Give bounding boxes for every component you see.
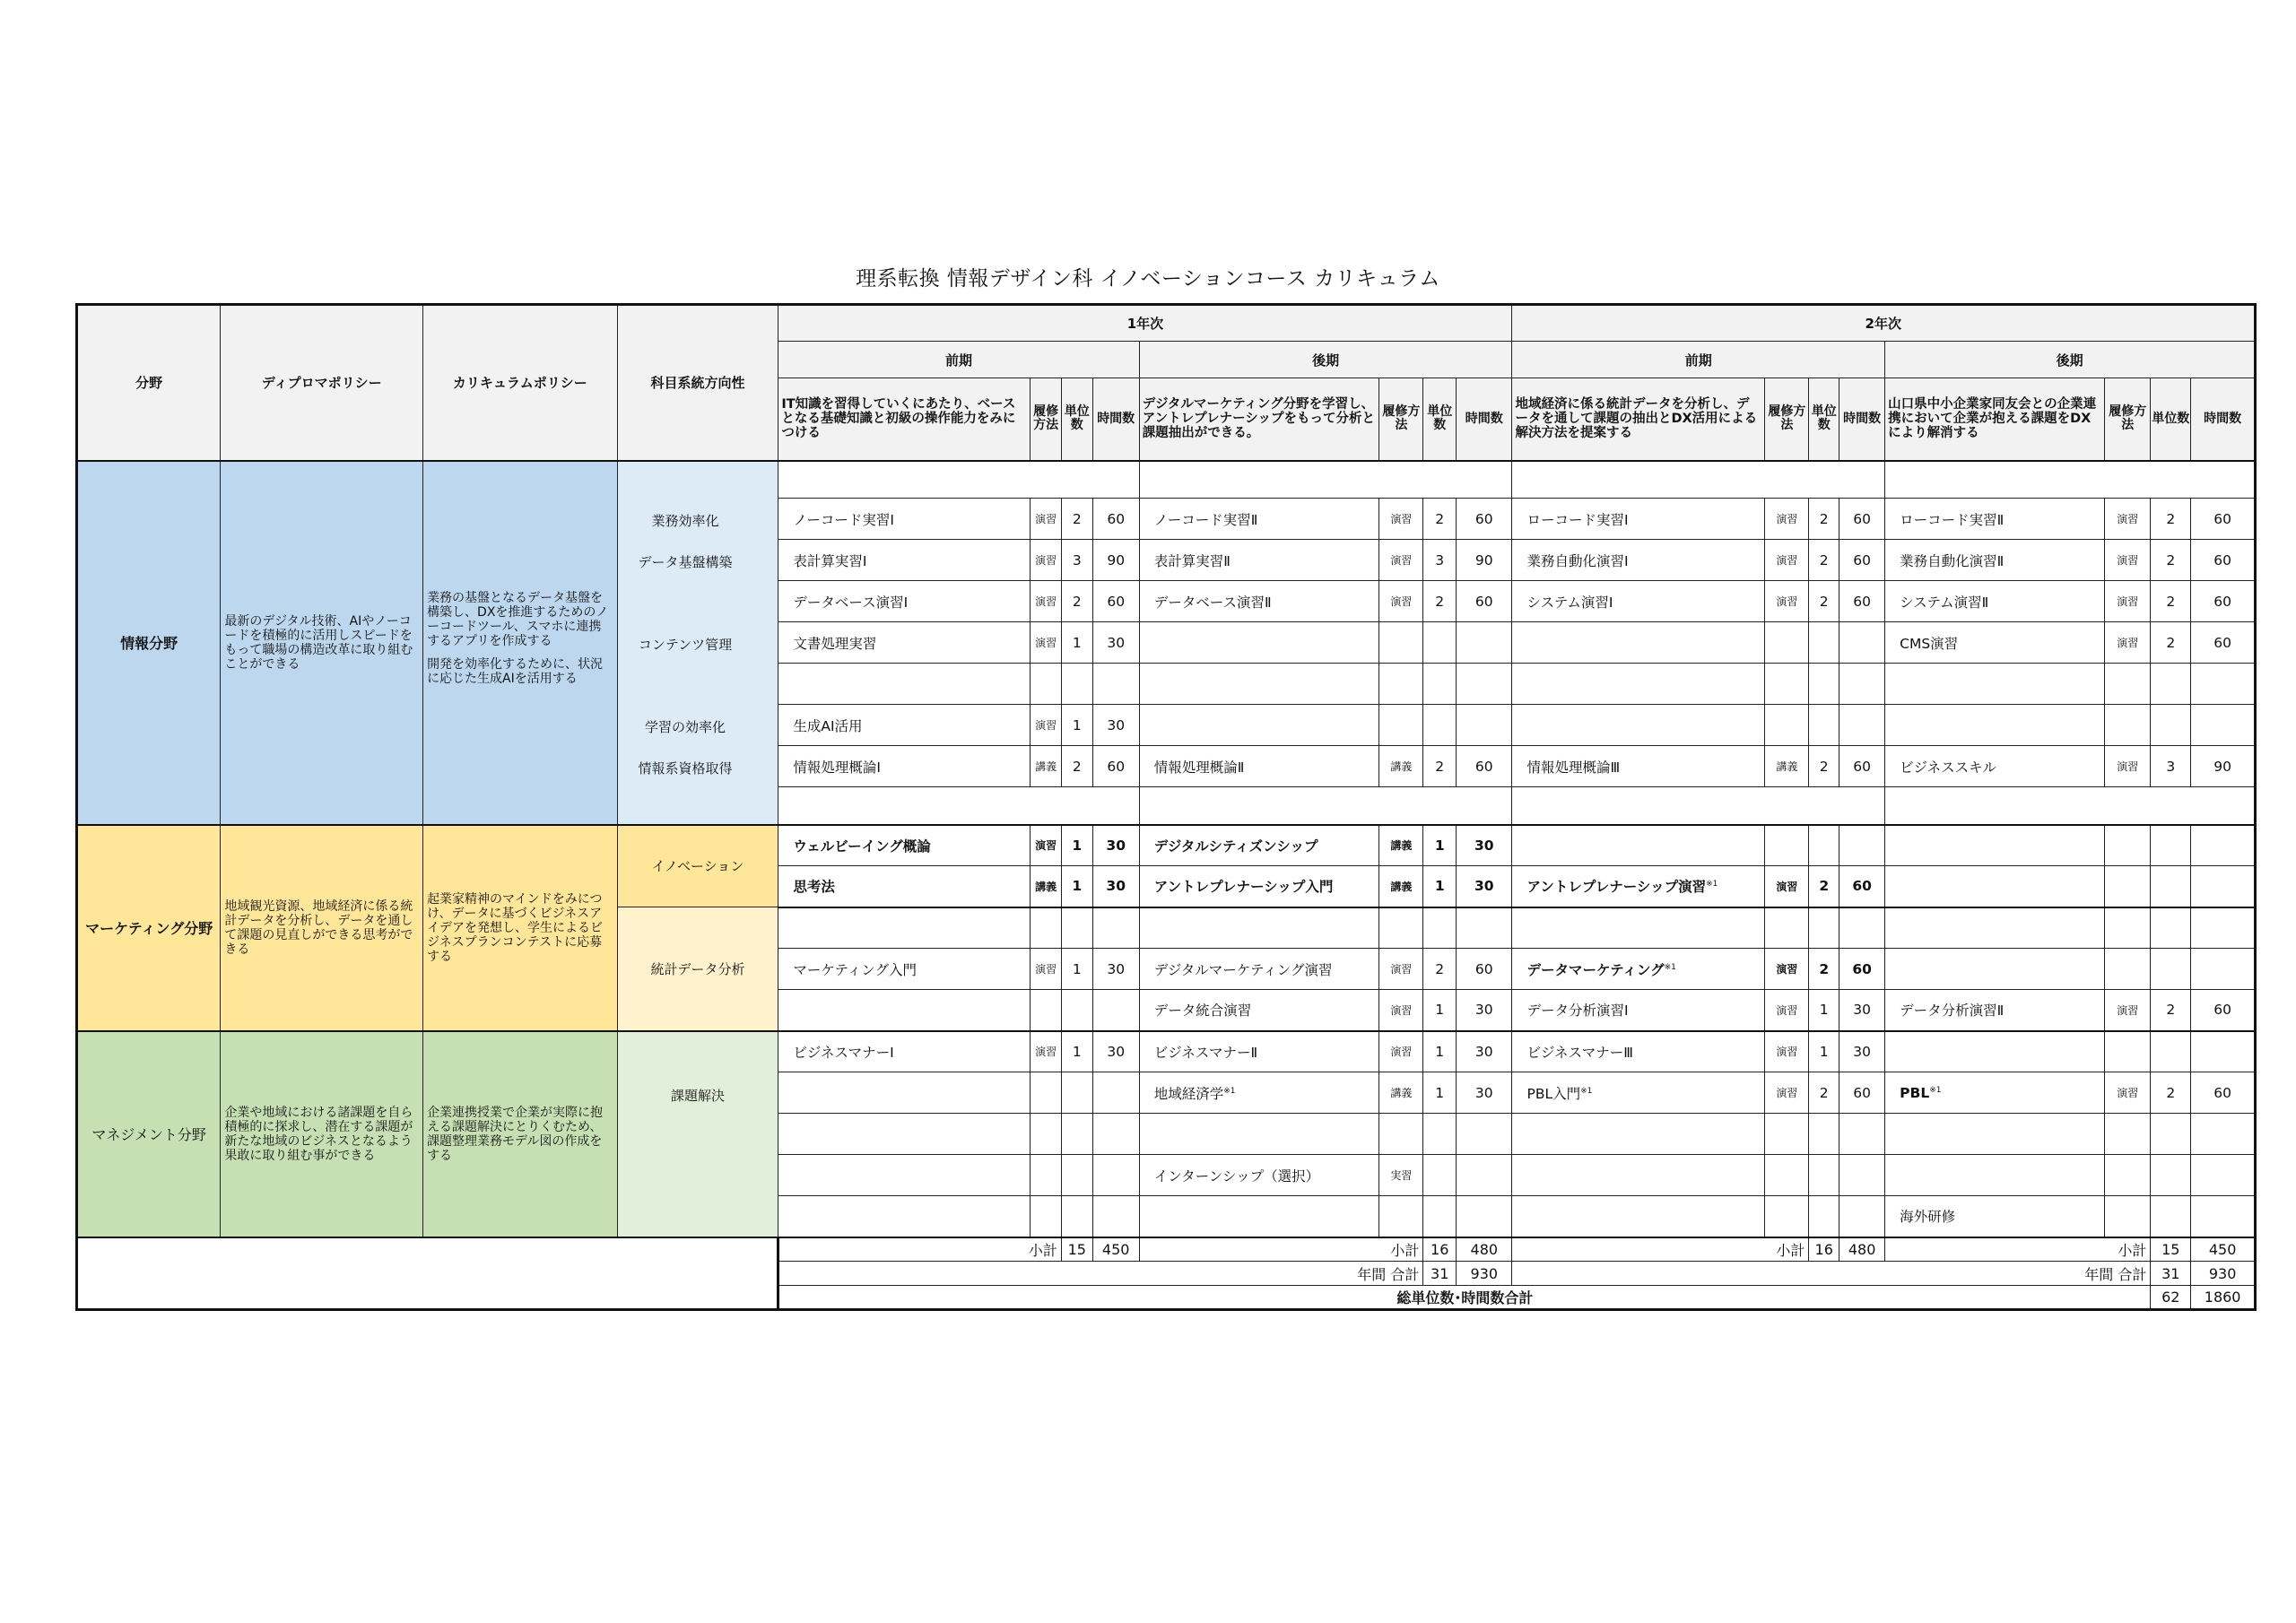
subject-cell: CMS演習: [1885, 622, 2105, 664]
subject-cell: アントレプレナーシップ入門: [1139, 866, 1379, 907]
subtotal-units: 15: [2151, 1237, 2191, 1262]
subject-cell: 情報処理概論Ⅱ: [1139, 746, 1379, 787]
annual-total-label: 年間 合計: [778, 1262, 1423, 1286]
header-method: 履修方法: [1031, 378, 1062, 461]
field-management: マネジメント分野: [77, 1031, 221, 1237]
header-year2: 2年次: [1512, 305, 2256, 342]
direction-learning: 学習の効率化: [644, 719, 726, 735]
direction-problem-solving: 課題解決: [617, 1031, 778, 1237]
subject-cell: PBL入門$^{※1}$: [1512, 1072, 1765, 1114]
subtotal-units: 15: [1061, 1237, 1092, 1262]
subject-cell: アントレプレナーシップ演習$^{※1}$: [1512, 866, 1765, 907]
subject-cell: ウェルビーイング概論: [778, 825, 1031, 866]
subject-cell: 文書処理実習: [778, 622, 1031, 664]
table-row: 表計算実習Ⅰ 演習 3 90 表計算実習Ⅱ 演習 3 90 業務自動化演習Ⅰ 演習 2 60 業務自動化演習Ⅱ 演習 2 60: [77, 540, 2256, 581]
subject-cell: ビジネスマナーⅡ: [1139, 1031, 1379, 1072]
field-info: 情報分野: [77, 461, 221, 825]
subject-cell: データ統合演習: [1139, 990, 1379, 1031]
subject-cell: インターンシップ（選択）: [1139, 1155, 1379, 1196]
curriculum-info-text1: 業務の基盤となるデータ基盤を構築し、DXを推進するためのノーコードツール、スマホに連携するアプリを作成する: [427, 590, 609, 648]
grand-hours: 1860: [2191, 1286, 2256, 1310]
subject-cell: ローコード実習Ⅱ: [1885, 499, 2105, 540]
subject-cell: データマーケティング$^{※1}$: [1512, 949, 1765, 990]
table-row: 生成AI活用 演習 1 30: [77, 705, 2256, 746]
subject-cell: ノーコード実習Ⅰ: [778, 499, 1031, 540]
table-row: データベース演習Ⅰ 演習 2 60 データベース演習Ⅱ 演習 2 60 システム演習Ⅰ 演習 2 60 システム演習Ⅱ 演習 2 60: [77, 581, 2256, 622]
subject-cell: ローコード実習Ⅰ: [1512, 499, 1765, 540]
direction-data-platform: データ基盤構築: [638, 554, 733, 570]
table-row: マネジメント分野 企業や地域における諸課題を自ら積極的に探求し、潜在する課題が新たな地域のビジネスとなるよう果敢に取り組む事ができる 企業連携授業で企業が実際に抱える課題解決にとりくむため、課題整理業務モデル図の作成をする 課題解決 ビジネスマナーⅠ 演習 1 30 ビジネスマナーⅡ 演習 1 30 ビジネスマナーⅢ 演習 1 30: [77, 1031, 2256, 1072]
subject-cell: 表計算実習Ⅰ: [778, 540, 1031, 581]
subtotal-hours: 480: [1839, 1237, 1885, 1262]
curriculum-info-text2: 開発を効率化するために、状況に応じた生成AIを活用する: [427, 656, 604, 686]
header-curriculum-policy: カリキュラムポリシー: [423, 305, 618, 461]
table-row: ノーコード実習Ⅰ 演習 2 60 ノーコード実習Ⅱ 演習 2 60 ローコード実習Ⅰ 演習 2 60 ローコード実習Ⅱ 演習 2 60: [77, 499, 2256, 540]
page-title: 理系転換 情報デザイン科 イノベーションコース カリキュラム: [856, 267, 1440, 291]
header-direction: 科目系統方向性: [617, 305, 778, 461]
table-row: 思考法 講義 1 30 アントレプレナーシップ入門 講義 1 30 アントレプレナーシップ演習$^{※1}$ 演習 2 60: [77, 866, 2256, 907]
subject-cell: 情報処理概論Ⅰ: [778, 746, 1031, 787]
grand-units: 62: [2151, 1286, 2191, 1310]
annual-hours: 930: [1457, 1262, 1512, 1286]
diploma-marketing: 地域観光資源、地域経済に係る統計データを分析し、データを通して課題の見直しができる思考ができる: [221, 825, 423, 1031]
subject-cell: システム演習Ⅱ: [1885, 581, 2105, 622]
y2-first-goal: 地域経済に係る統計データを分析し、データを通して課題の抽出とDX活用による解決方法を提案する: [1512, 378, 1765, 461]
subtotal-label: 小計: [1512, 1237, 1809, 1262]
header-y2-second: 後期: [1885, 342, 2256, 378]
curriculum-marketing: 起業家精神のマインドをみにつけ、データに基づくビジネスアイデアを発想し、学生によるビジネスプランコンテストに応募する: [423, 825, 618, 1031]
header-method: 履修方法: [1379, 378, 1423, 461]
subject-cell: 情報処理概論Ⅲ: [1512, 746, 1765, 787]
subject-cell: データベース演習Ⅱ: [1139, 581, 1379, 622]
header-field: 分野: [77, 305, 221, 461]
field-marketing: マーケティング分野: [77, 825, 221, 1031]
curriculum-table: [75, 303, 2257, 1311]
subject-cell: データ分析演習Ⅰ: [1512, 990, 1765, 1031]
curriculum-management: 企業連携授業で企業が実際に抱える課題解決にとりくむため、課題整理業務モデル図の作成をする: [423, 1031, 618, 1237]
y1-second-goal: デジタルマーケティング分野を学習し、アントレプレナーシップをもって分析と課題抽出ができる。: [1139, 378, 1379, 461]
diploma-management: 企業や地域における諸課題を自ら積極的に探求し、潜在する課題が新たな地域のビジネスとなるよう果敢に取り組む事ができる: [221, 1031, 423, 1237]
subject-cell: システム演習Ⅰ: [1512, 581, 1765, 622]
header-hours: 時間数: [2191, 378, 2256, 461]
subtotal-units: 16: [1809, 1237, 1839, 1262]
subject-cell: ビジネススキル: [1885, 746, 2105, 787]
table-row: 情報処理概論Ⅰ 講義 2 60 情報処理概論Ⅱ 講義 2 60 情報処理概論Ⅲ 講義 2 60 ビジネススキル 演習 3 90: [77, 746, 2256, 787]
subtotal-hours: 480: [1457, 1237, 1512, 1262]
table-row: インターンシップ（選択） 実習: [77, 1155, 2256, 1196]
subtotal-label: 小計: [1139, 1237, 1423, 1262]
annual-units: 31: [2151, 1262, 2191, 1286]
annual-hours: 930: [2191, 1262, 2256, 1286]
subject-cell: 表計算実習Ⅱ: [1139, 540, 1379, 581]
header-method: 履修方法: [1765, 378, 1809, 461]
subtotal-units: 16: [1423, 1237, 1457, 1262]
table-row: マーケティング入門 演習 1 30 デジタルマーケティング演習 演習 2 60 データマーケティング$^{※1}$ 演習 2 60: [77, 949, 2256, 990]
header-y1-second: 後期: [1139, 342, 1512, 378]
header-method: 履修方法: [2105, 378, 2151, 461]
table-row: 地域経済学$^{※1}$ 講義 1 30 PBL入門$^{※1}$ 演習 2 60 PBL$^{※1}$ 演習 2 60: [77, 1072, 2256, 1114]
subject-cell: デジタルシティズンシップ: [1139, 825, 1379, 866]
subject-cell: 業務自動化演習Ⅱ: [1885, 540, 2105, 581]
header-year1: 1年次: [778, 305, 1512, 342]
subtotal-label: 小計: [1885, 1237, 2151, 1262]
subject-cell: ノーコード実習Ⅱ: [1139, 499, 1379, 540]
direction-certification: 情報系資格取得: [638, 760, 733, 777]
subject-cell: 生成AI活用: [778, 705, 1031, 746]
diploma-info: 最新のデジタル技術、AIやノーコードを積極的に活用しスピードをもって職場の構造改革に取り組むことができる: [221, 461, 423, 825]
annual-total-label: 年間 合計: [1512, 1262, 2151, 1286]
subject-cell: マーケティング入門: [778, 949, 1031, 990]
subject-cell: PBL$^{※1}$: [1885, 1072, 2105, 1114]
subject-cell: 地域経済学$^{※1}$: [1139, 1072, 1379, 1114]
header-hours: 時間数: [1839, 378, 1885, 461]
header-diploma-policy: ディプロマポリシー: [221, 305, 423, 461]
table-row: 文書処理実習 演習 1 30 CMS演習 演習 2 60: [77, 622, 2256, 664]
subject-cell: ビジネスマナーⅠ: [778, 1031, 1031, 1072]
header-hours: 時間数: [1457, 378, 1512, 461]
y1-first-goal: IT知識を習得していくにあたり、ベースとなる基礎知識と初級の操作能力をみにつける: [778, 378, 1031, 461]
y2-second-goal: 山口県中小企業家同友会との企業連携において企業が抱える課題をDXにより解消する: [1885, 378, 2105, 461]
grand-total-label: 総単位数･時間数合計: [778, 1286, 2151, 1310]
table-row: データ統合演習 演習 1 30 データ分析演習Ⅰ 演習 1 30 データ分析演習Ⅱ 演習 2 60: [77, 990, 2256, 1031]
subject-cell: 海外研修: [1885, 1196, 2105, 1237]
direction-statistics: 統計データ分析: [617, 907, 778, 1031]
table-row: マーケティング分野 地域観光資源、地域経済に係る統計データを分析し、データを通して課題の見直しができる思考ができる 起業家精神のマインドをみにつけ、データに基づくビジネスアイデアを発想し、学生によるビジネスプランコンテストに応募する イノベーション ウェルビーイング概論 演習 1 30 デジタルシティズンシップ 講義 1 30: [77, 825, 2256, 866]
subject-cell: ビジネスマナーⅢ: [1512, 1031, 1765, 1072]
subject-cell: デジタルマーケティング演習: [1139, 949, 1379, 990]
subject-cell: 業務自動化演習Ⅰ: [1512, 540, 1765, 581]
header-units: 単位数: [1423, 378, 1457, 461]
subject-cell: データ分析演習Ⅱ: [1885, 990, 2105, 1031]
subtotal-hours: 450: [2191, 1237, 2256, 1262]
subtotal-hours: 450: [1092, 1237, 1139, 1262]
header-units: 単位数: [2151, 378, 2191, 461]
direction-innovation: イノベーション: [617, 825, 778, 907]
subject-cell: 思考法: [778, 866, 1031, 907]
header-hours: 時間数: [1092, 378, 1139, 461]
header-units: 単位数: [1809, 378, 1839, 461]
curriculum-info: [423, 461, 618, 825]
direction-efficiency: 業務効率化: [651, 513, 719, 529]
subject-cell: データベース演習Ⅰ: [778, 581, 1031, 622]
subtotal-label: 小計: [778, 1237, 1062, 1262]
header-units: 単位数: [1061, 378, 1092, 461]
header-y1-first: 前期: [778, 342, 1139, 378]
header-y2-first: 前期: [1512, 342, 1885, 378]
direction-content: コンテンツ管理: [638, 637, 733, 653]
annual-units: 31: [1423, 1262, 1457, 1286]
